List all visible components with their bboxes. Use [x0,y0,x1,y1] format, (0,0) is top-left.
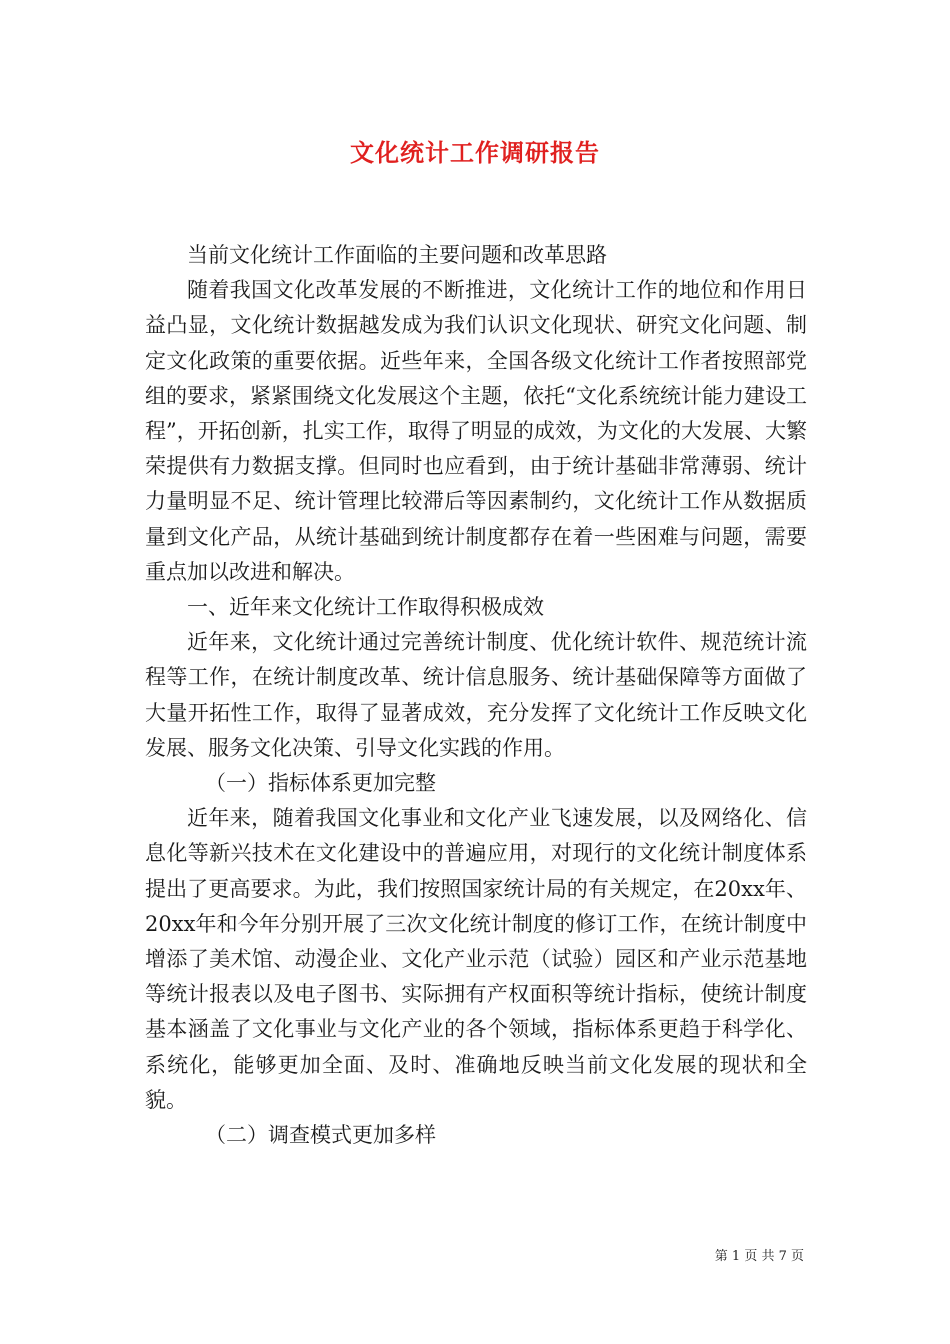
subsection-heading-2: （二）调查模式更加多样 [205,1123,436,1148]
intro-paragraph: 随着我国文化改革发展的不断推进，文化统计工作的地位和作用日益凸显，文化统计数据越发成为我们认识文化现状、研究文化问题、制定文化政策的重要依据。近些年来，全国各级文化统计工作者按照部党组的要求，紧紧围绕文化发展这个主题，依托“文化系统统计能力建设工程”，开拓创新，扎实工作，取得了明显的成效，为文化的大发展、大繁荣提供有力数据支撑。但同时也应看到，由于统计基础非常薄弱、统计力量明显不足、统计管理比较滞后等因素制约，文化统计工作从数据质量到文化产品，从统计基础到统计制度都存在着一些困难与问题，需要重点加以改进和解决。 [145,278,807,584]
subtitle-paragraph: 当前文化统计工作面临的主要问题和改革思路 [187,243,607,267]
page-number-footer: 第 1 页 共 7 页 [714,1249,804,1264]
section-1-paragraph: 近年来，文化统计通过完善统计制度、优化统计软件、规范统计流程等工作，在统计制度改革、统计信息服务、统计基础保障等方面做了大量开拓性工作，取得了显著成效，充分发挥了文化统计工作反映文化发展、服务文化决策、引导文化实践的作用。 [145,630,807,760]
subsection-1-paragraph: 近年来，随着我国文化事业和文化产业飞速发展，以及网络化、信息化等新兴技术在文化建设中的普遍应用，对现行的文化统计制度体系提出了更高要求。为此，我们按照国家统计局的有关规定，在20xx年、20xx年和今年分别开展了三次文化统计制度的修订工作，在统计制度中增添了美术馆、动漫企业、文化产业示范（试验）园区和产业示范基地等统计报表以及电子图书、实际拥有产权面积等统计指标，使统计制度基本涵盖了文化事业与文化产业的各个领域，指标体系更趋于科学化、系统化，能够更加全面、及时、准确地反映当前文化发展的现状和全貌。 [145,806,807,1112]
document-title: 文化统计工作调研报告 [350,138,600,167]
document-body [145,238,807,1153]
subsection-heading-1: （一）指标体系更加完整 [205,771,436,796]
section-heading-1: 一、近年来文化统计工作取得积极成效 [187,595,544,620]
